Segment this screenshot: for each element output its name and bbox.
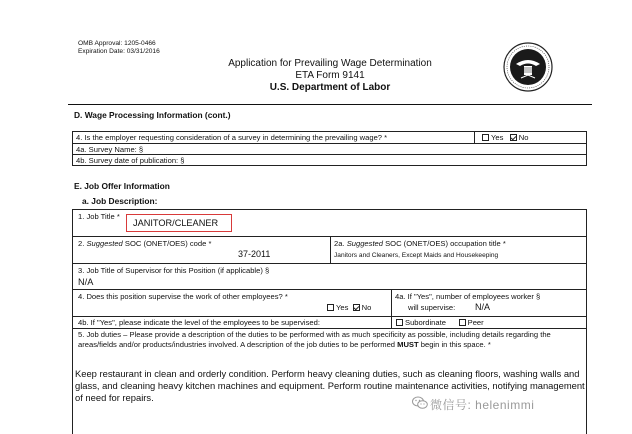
peer-checkbox[interactable] bbox=[459, 319, 466, 326]
col-divider bbox=[474, 131, 475, 143]
supervise-no-checkbox[interactable] bbox=[353, 304, 360, 311]
survey-no-checkbox[interactable] bbox=[510, 134, 517, 141]
supervise-options bbox=[327, 303, 371, 312]
supervise-count-value[interactable]: N/A bbox=[475, 302, 491, 312]
subordinate-checkbox[interactable] bbox=[396, 319, 403, 326]
job-duties-value[interactable]: Keep restaurant in clean and orderly condition. Perform heavy cleaning duties, such as cleaning floors, washing walls and glass, and cleaning heavy kitchen machines and equipment. Perform routine maintenance activities, notifying management of need for repairs. bbox=[75, 368, 585, 403]
job-duties-label-must: MUST bbox=[397, 339, 419, 349]
form-title-line3: U.S. Department of Labor bbox=[269, 82, 391, 93]
section-e-subtitle: a. Job Description: bbox=[82, 196, 158, 206]
survey-yes-checkbox[interactable] bbox=[482, 134, 489, 141]
subordinate-label: Subordinate bbox=[405, 318, 446, 327]
survey-question: 4. Is the employer requesting consideration of a survey in determining the prevailing wage? * bbox=[76, 133, 388, 142]
col-divider bbox=[391, 289, 392, 316]
form-title-line2: ETA Form 9141 bbox=[295, 70, 365, 81]
job-duties-label-part2: begin in this space. * bbox=[418, 339, 491, 349]
survey-yes-label: Yes bbox=[491, 133, 504, 142]
soc-code-value[interactable]: 37-2011 bbox=[238, 249, 271, 259]
soc-title-label-num: 2a. bbox=[334, 239, 345, 248]
supervise-count-label-1: 4a. If "Yes", number of employees worker § bbox=[395, 292, 541, 301]
soc-code-label-italic: Suggested bbox=[86, 239, 123, 248]
row-divider bbox=[72, 328, 587, 329]
section-e-title: E. Job Offer Information bbox=[74, 181, 170, 191]
soc-title-label-italic: Suggested bbox=[346, 239, 383, 248]
row-divider bbox=[72, 289, 587, 290]
row-divider bbox=[72, 154, 587, 155]
soc-title-value[interactable]: Janitors and Cleaners, Except Maids and Housekeeping bbox=[334, 252, 499, 259]
soc-code-label-rest: SOC (ONET/OES) code * bbox=[122, 239, 212, 248]
supervise-question: 4. Does this position supervise the work of other employees? * bbox=[78, 292, 288, 301]
job-duties-label-part1: 5. Job duties – Please provide a description of the duties to be performed with as much specificity as possible, including details regarding the areas/fields and/or products/industries involved. A description of the job duties to be performed bbox=[78, 330, 551, 349]
row-divider bbox=[72, 263, 587, 264]
supervisor-label: 3. Job Title of Supervisor for this Position (if applicable) § bbox=[78, 266, 270, 275]
survey-no-label: No bbox=[518, 133, 529, 142]
peer-label: Peer bbox=[467, 318, 484, 327]
survey-name-label: 4a. Survey Name: § bbox=[76, 145, 144, 154]
soc-code-label bbox=[78, 239, 211, 248]
omb-info bbox=[78, 40, 160, 56]
header-divider bbox=[68, 104, 592, 105]
soc-code-label-num: 2. bbox=[78, 239, 85, 248]
supervise-level-label: 4b. If "Yes", please indicate the level of the employees to be supervised: bbox=[78, 318, 320, 327]
wechat-icon bbox=[412, 396, 428, 410]
watermark-text: 微信号: helenimmi bbox=[430, 398, 535, 412]
row-divider bbox=[72, 143, 587, 144]
omb-approval: OMB Approval: 1205-0466 bbox=[78, 40, 156, 47]
expiration-date: Expiration Date: 03/31/2016 bbox=[78, 48, 160, 55]
form-title bbox=[200, 58, 460, 94]
supervise-count-label-2: will supervise: bbox=[408, 303, 456, 312]
survey-date-label: 4b. Survey date of publication: § bbox=[76, 156, 185, 165]
row-divider bbox=[72, 316, 587, 317]
job-title-value[interactable]: JANITOR/CLEANER bbox=[133, 218, 219, 228]
supervise-level-options bbox=[396, 318, 484, 327]
dol-seal-icon bbox=[503, 42, 553, 92]
col-divider bbox=[391, 316, 392, 328]
soc-title-label-rest: SOC (ONET/OES) occupation title * bbox=[383, 239, 506, 248]
supervisor-value[interactable]: N/A bbox=[78, 277, 94, 287]
job-title-label: 1. Job Title * bbox=[78, 212, 120, 221]
col-divider bbox=[330, 236, 331, 263]
supervise-no-label: No bbox=[361, 303, 372, 312]
form-title-line1: Application for Prevailing Wage Determination bbox=[228, 58, 432, 69]
job-duties-label bbox=[78, 330, 583, 349]
supervise-yes-checkbox[interactable] bbox=[327, 304, 334, 311]
survey-options bbox=[482, 133, 528, 142]
supervise-yes-label: Yes bbox=[336, 303, 349, 312]
soc-title-label bbox=[334, 239, 506, 248]
section-d-title: D. Wage Processing Information (cont.) bbox=[74, 110, 231, 120]
